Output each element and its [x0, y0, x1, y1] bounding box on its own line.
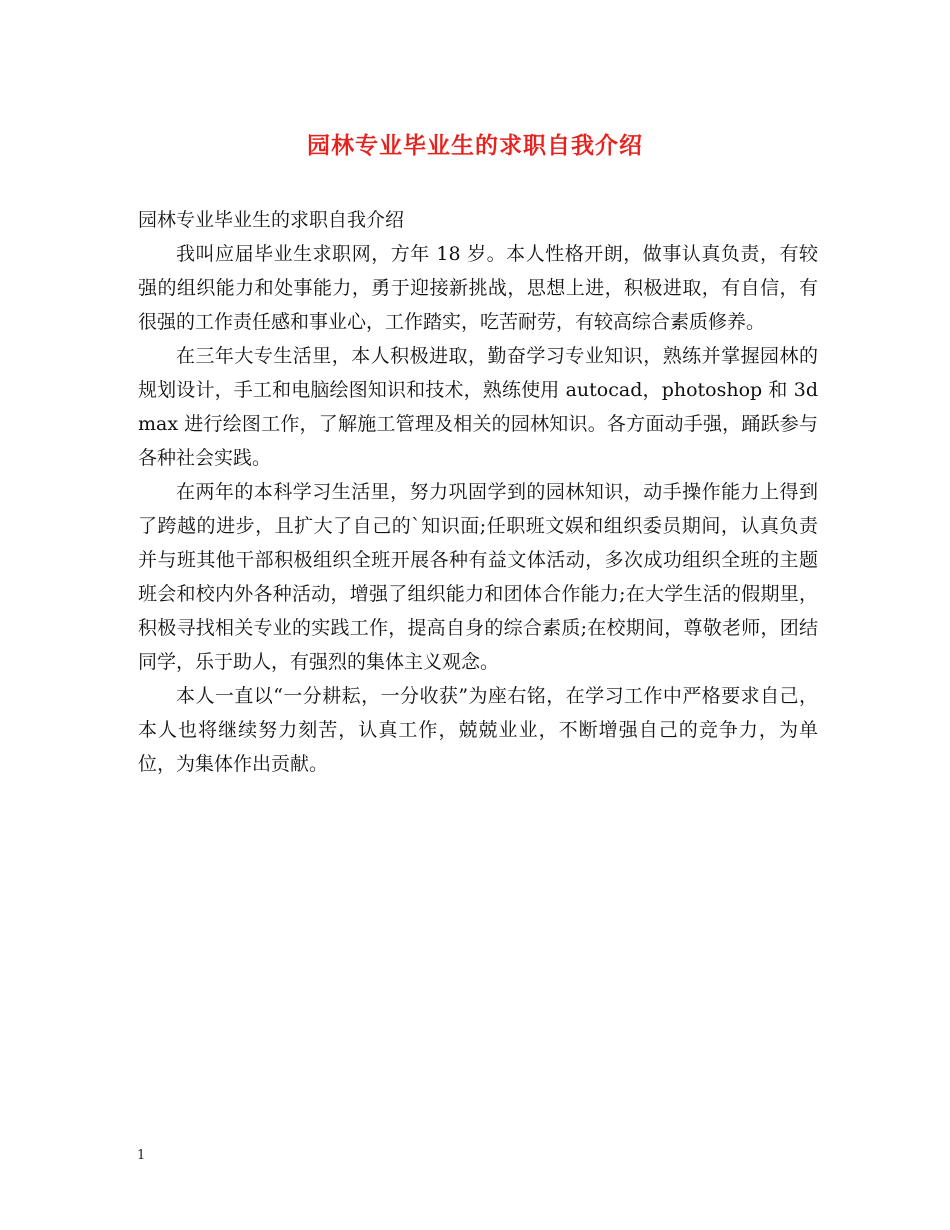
document-subtitle: 园林专业毕业生的求职自我介绍 — [138, 209, 405, 231]
paragraph-intro: 我叫应届毕业生求职网，方年 18 岁。本人性格开朗，做事认真负责，有较强的组织能力和处事能力，勇于迎接新挑战，思想上进，积极进取，有自信，有很强的工作责任感和事业心，工作踏实，吃苦耐劳，有较高综合素质修养。 — [138, 243, 818, 333]
paragraph-undergraduate: 在两年的本科学习生活里，努力巩固学到的园林知识，动手操作能力上得到了跨越的进步，且扩大了自己的`知识面;任职班文娱和组织委员期间，认真负责并与班其他干部积极组织全班开展各种有益文体活动，多次成功组织全班的主题班会和校内外各种活动，增强了组织能力和团体合作能力;在大学生活的假期里，积极寻找相关专业的实践工作，提高自身的综合素质;在校期间，尊敬老师，团结同学，乐于助人，有强烈的集体主义观念。 — [138, 481, 818, 673]
paragraph-college: 在三年大专生活里，本人积极进取，勤奋学习专业知识，熟练并掌握园林的规划设计，手工和电脑绘图知识和技术，熟练使用 autocad，photoshop 和 3dmax 进行绘图工作，了解施工管理及相关的园林知识。各方面动手强，踊跃参与各种社会实践。 — [138, 345, 818, 469]
document-body — [138, 203, 818, 781]
paragraph-motto: 本人一直以“一分耕耘，一分收获”为座右铭，在学习工作中严格要求自己，本人也将继续努力刻苦，认真工作，兢兢业业，不断增强自己的竞争力，为单位，为集体作出贡献。 — [138, 685, 818, 775]
document-title: 园林专业毕业生的求职自我介绍 — [307, 132, 643, 159]
page-number: 1 — [137, 1148, 146, 1163]
